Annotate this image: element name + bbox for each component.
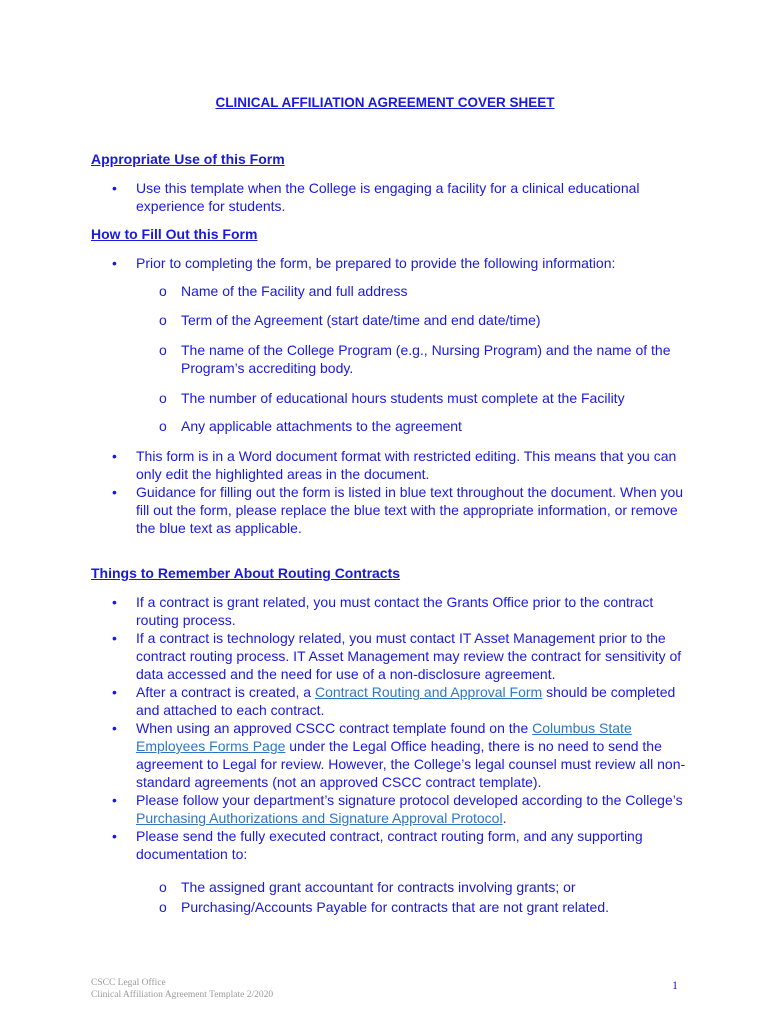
list-item: • Please follow your department’s signature protocol developed according to the College’s Purchasing Authorizations and Signature Approval Protocol. [112,792,683,826]
required-info-sublist [157,282,687,300]
list-item: • Guidance for filling out the form is listed in blue text throughout the document. When you fill out the form, please replace the blue text with the appropriate information, or remove the blue text as applicable. [112,484,684,536]
required-info-sublist [157,341,687,377]
list-item: • Use this template when the College is engaging a facility for a clinical educational experience for students. [112,180,640,214]
employees-forms-page-link[interactable]: Columbus State Employees Forms Page [136,720,632,754]
how-to-fill-notes-list [110,447,690,537]
signature-approval-protocol-link[interactable]: Purchasing Authorizations and Signature Approval Protocol [136,810,503,826]
appropriate-use-list [110,179,690,215]
sub-list-item: o The assigned grant accountant for contracts involving grants; or [159,879,576,895]
footer-template-version: Clinical Affiliation Agreement Template 2/2020 [91,990,274,1000]
required-info-sublist [157,389,687,407]
heading-appropriate-use: Appropriate Use of this Form [91,151,285,167]
list-item: • Please send the fully executed contract, contract routing form, and any supporting documentation to: [112,828,643,862]
how-to-fill-intro-list [110,254,690,272]
sub-list-item: o Name of the Facility and full address [159,283,408,299]
list-item: • After a contract is created, a Contract Routing and Approval Form should be completed and attached to each contract. [112,684,676,718]
page-number: 1 [672,978,678,992]
required-info-sublist [157,311,687,329]
sub-list-item: o Term of the Agreement (start date/time and end date/time) [159,312,541,328]
sub-list-item: o The number of educational hours students must complete at the Facility [159,390,625,406]
list-item: • If a contract is technology related, you must contact IT Asset Management prior to the contract routing process. IT Asset Management may review the contract for sensitivity of data accessed and the need for use of a non-disclosure agreement. [112,630,682,682]
list-item: • Prior to completing the form, be prepared to provide the following information: [112,255,616,271]
list-item: • When using an approved CSCC contract template found on the Columbus State Employees Forms Page under the Legal Office heading, there is no need to send the agreement to Legal for review. However, the College’s legal counsel must review all non-standard agreements (not an approved CSCC contract template). [112,720,686,790]
footer [91,977,273,1001]
recipients-sublist [157,878,687,916]
list-item: • This form is in a Word document format with restricted editing. This means that you can only edit the highlighted areas in the document. [112,448,677,482]
list-item: • If a contract is grant related, you must contact the Grants Office prior to the contract routing process. [112,594,654,628]
heading-routing-contracts: Things to Remember About Routing Contracts [91,565,401,581]
sub-list-item: o Purchasing/Accounts Payable for contracts that are not grant related. [159,899,610,915]
routing-list [110,593,690,863]
required-info-sublist [157,417,687,435]
heading-how-to-fill: How to Fill Out this Form [91,226,258,242]
document-title: CLINICAL AFFILIATION AGREEMENT COVER SHEET [215,95,555,110]
sub-list-item: o The name of the College Program (e.g., Nursing Program) and the name of the Program’s accrediting body. [159,342,671,376]
contract-routing-form-link[interactable]: Contract Routing and Approval Form [314,684,543,700]
sub-list-item: o Any applicable attachments to the agreement [159,418,462,434]
footer-office: CSCC Legal Office [91,978,166,988]
